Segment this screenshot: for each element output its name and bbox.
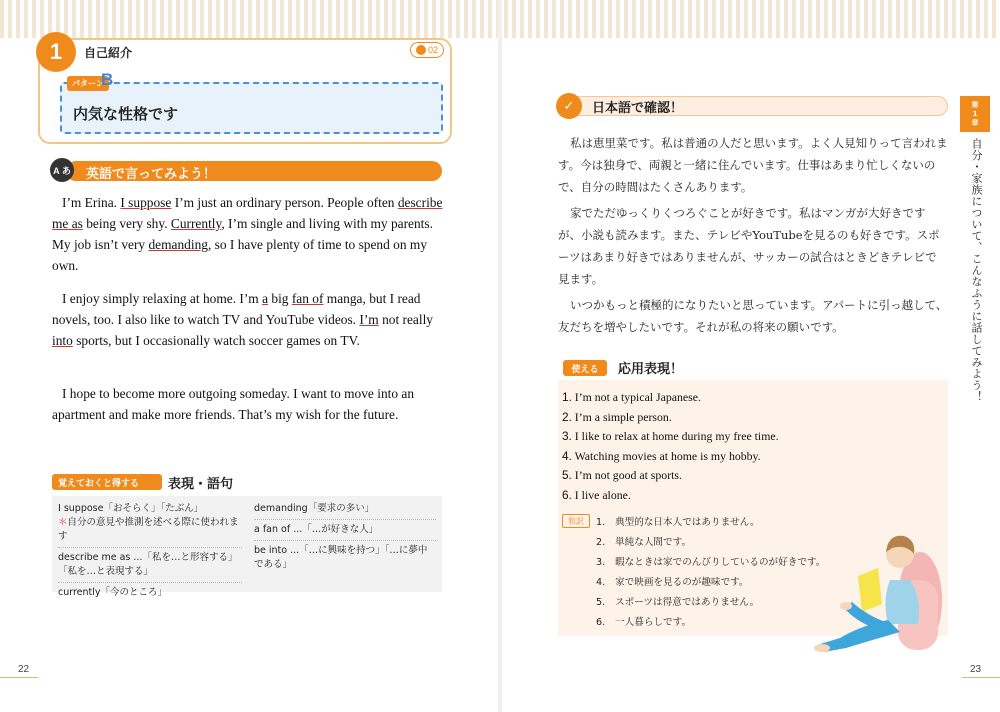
list-item: 5. I’m not good at sports. xyxy=(562,468,682,482)
foot-2 xyxy=(840,602,852,610)
list-item: 2. 単純な人間です。 xyxy=(596,537,692,548)
foot xyxy=(814,644,830,652)
list-item: 6. I live alone. xyxy=(562,487,631,502)
list-item: 4. 家で映画を見るのが趣味です。 xyxy=(596,577,749,588)
lesson-title: 自己紹介 xyxy=(84,46,133,60)
list-item: 2. I’m a simple person. xyxy=(562,409,672,424)
audio-track-number: 02 xyxy=(427,45,438,55)
translate-icon: A あ xyxy=(50,158,74,182)
woman-reading-illustration xyxy=(800,520,948,660)
chapter-badge: 第 1 章 xyxy=(960,96,990,132)
vocab-item: I suppose「おそらく」「たぶん」 ＊自分の意見や推測を述べる際に使われます xyxy=(58,499,242,548)
lesson-number-badge: 1 xyxy=(36,32,76,72)
applied-expressions-heading: 応用表現！ xyxy=(618,362,684,377)
translation-tag: 和訳 xyxy=(562,514,590,528)
english-paragraph-3: I hope to become more outgoing someday. I want to move into an apartment and make more friends. That’s my wish for the future. xyxy=(52,386,415,422)
list-item: 6. 一人暮らしです。 xyxy=(596,617,692,628)
japanese-paragraph: 私は恵里菜です。私は普通の人だと思います。よく人見知りって言われます。今は独身で、両親と一緒に住んでいます。仕事はあまり忙しくないので、自分の時間はたくさんあります。 xyxy=(558,136,948,194)
page-footer-line xyxy=(0,677,38,678)
applied-expressions-list xyxy=(562,388,779,505)
chapter-side-tab xyxy=(960,96,992,656)
english-section-label: 英語で言ってみよう！ xyxy=(86,167,217,182)
english-paragraph-2: I enjoy simply relaxing at home. I’m a big fan of manga, but I read novels, too. I also like to watch TV and YouTube videos. I’m not really into sports, but I occasionally watch soccer games on TV. xyxy=(52,291,434,348)
translation-list xyxy=(596,513,825,633)
page-number-left: 22 xyxy=(18,664,30,675)
english-paragraph-1: I’m Erina. I suppose I’m just an ordinary person. People often describe me as being very shy. Currently, I’m single and living with my parents. My job isn’t very demanding, so I have plenty of time to spend on my own. xyxy=(52,195,443,273)
list-item: 5. スポーツは得意ではありません。 xyxy=(596,597,760,608)
vocab-item: describe me as ...「私を…と形容する」「私を…と表現する」 xyxy=(58,548,242,583)
list-item: 4. Watching movies at home is my hobby. xyxy=(562,448,761,463)
book xyxy=(858,568,882,612)
page-gutter xyxy=(498,0,502,712)
headphone-icon xyxy=(416,45,426,55)
vocab-column-left xyxy=(58,499,242,603)
page-number-right: 23 xyxy=(970,664,982,675)
audio-track-button[interactable] xyxy=(410,42,444,58)
english-passage xyxy=(52,192,444,276)
pattern-letter: B xyxy=(101,70,114,89)
vocab-item: be into ...「…に興味を持つ」「…に夢中である」 xyxy=(254,545,428,570)
vocab-item: a fan of ...「…が好きな人」 xyxy=(254,520,436,541)
vocab-item: currently「今のところ」 xyxy=(58,587,168,598)
usable-tag: 使える xyxy=(563,360,607,376)
english-passage-3 xyxy=(52,383,444,425)
japanese-section-label: 日本語で確認！ xyxy=(592,101,684,116)
list-item: 1. 典型的な日本人ではありません。 xyxy=(596,517,760,528)
japanese-paragraph: いつかもっと積極的になりたいと思っています。アパートに引っ越して、友だちを増やしたいです。それが私の将来の願いです。 xyxy=(558,298,948,334)
vocab-tag: 覚えておくと得する xyxy=(52,474,162,490)
page-footer-line-right xyxy=(962,677,1000,678)
check-icon: ✓ xyxy=(556,93,582,119)
vocab-column-right xyxy=(254,499,436,575)
japanese-passage xyxy=(558,132,948,342)
vocab-heading: 表現・語句 xyxy=(168,477,234,492)
pattern-title: 内気な性格です xyxy=(73,105,179,123)
japanese-paragraph: 家でただゆっくりくつろぐことが好きです。私はマンガが大好きですが、小説も読みます。また、テレビやYouTubeを見るのも好きです。スポーツはあまり好きではありませんが、サッカーの試合はときどきテレビで見ます。 xyxy=(558,206,940,286)
list-item: 1. I’m not a typical Japanese. xyxy=(562,390,701,404)
chapter-title-vertical: 自分・家族について、こんなふうに話してみよう！ xyxy=(970,138,983,403)
list-item: 3. I like to relax at home during my free time. xyxy=(562,429,779,443)
english-passage-2 xyxy=(52,288,444,351)
vocab-item: demanding「要求の多い」 xyxy=(254,499,436,520)
list-item: 3. 暇なときは家でのんびりしているのが好きです。 xyxy=(596,557,826,568)
pattern-tag: パターン xyxy=(67,76,109,91)
